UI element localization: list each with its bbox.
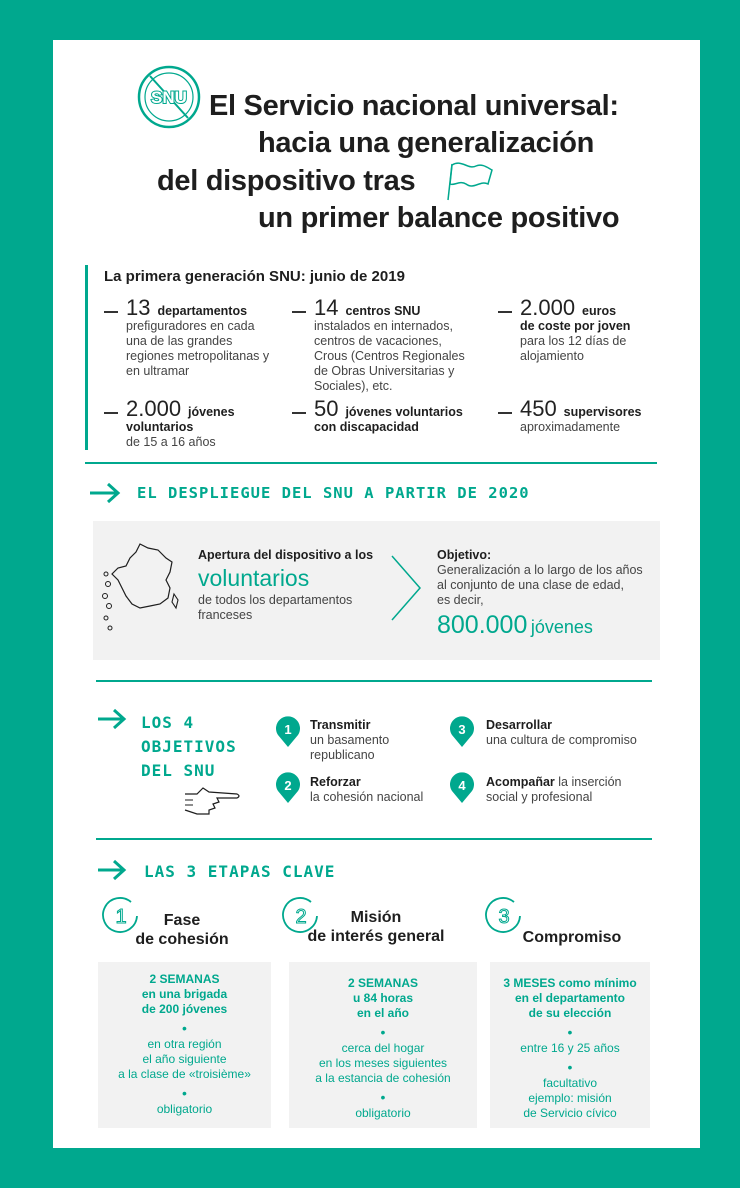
stat-disabled-volunteers: 50 jóvenes voluntarios con discapacidad bbox=[314, 398, 484, 435]
arrow-right-icon bbox=[88, 482, 122, 504]
stat-young-volunteers: 2.000 jóvenes voluntarios de 15 a 16 años bbox=[126, 398, 276, 450]
objective-1: Transmitir un basamento republicano bbox=[310, 718, 390, 762]
svg-text:3: 3 bbox=[498, 906, 510, 928]
objective-4: Acompañar la inserción social y profesional bbox=[486, 775, 622, 804]
france-map-icon bbox=[100, 538, 182, 638]
logo-text: SNU bbox=[151, 88, 187, 107]
svg-text:4: 4 bbox=[458, 778, 466, 793]
stage-1-title: Fase de cohesión bbox=[135, 912, 229, 948]
stage-3-title: Compromiso bbox=[522, 929, 622, 946]
deployment-right-text: Objetivo: Generalización a lo largo de los años al conjunto de una clase de edad, es decir, 800.000 jóvenes bbox=[437, 548, 643, 639]
svg-text:3: 3 bbox=[458, 722, 466, 737]
generation-heading: La primera generación SNU: junio de 2019 bbox=[104, 268, 405, 285]
flag-icon bbox=[440, 160, 496, 202]
pointing-hand-icon bbox=[183, 784, 243, 818]
objectives-heading-1: LOS 4 bbox=[141, 713, 195, 732]
objective-pin-3-icon bbox=[449, 716, 475, 748]
svg-text:1: 1 bbox=[115, 906, 127, 928]
objective-pin-1-icon bbox=[275, 716, 301, 748]
objectives-heading-3: DEL SNU bbox=[141, 761, 216, 780]
divider-1 bbox=[85, 462, 657, 464]
objectives-heading-2: OBJETIVOS bbox=[141, 737, 237, 756]
title-line-4: un primer balance positivo bbox=[258, 202, 620, 234]
objective-pin-4-icon bbox=[449, 772, 475, 804]
stage-2-title: Misión de interés general bbox=[307, 909, 445, 945]
objective-3: Desarrollar una cultura de compromiso bbox=[486, 718, 637, 747]
stage-2-box: 2 SEMANAS u 84 horas en el año • cerca del hogar en los meses siguientes a la estancia de cohesión • obligatorio bbox=[289, 962, 477, 1128]
chevron-right-icon bbox=[388, 552, 424, 624]
title-line-1: El Servicio nacional universal: bbox=[209, 90, 619, 122]
snu-logo-icon bbox=[136, 64, 202, 130]
objective-2: Reforzar la cohesión nacional bbox=[310, 775, 424, 804]
objective-pin-2-icon bbox=[275, 772, 301, 804]
divider-3 bbox=[96, 838, 652, 840]
stat-centers: 14 centros SNU instalados en internados, centros de vacaciones, Crous (Centros Regionales de Obras Universitarias y Sociales), etc. bbox=[314, 297, 474, 394]
svg-text:2: 2 bbox=[295, 906, 307, 928]
stage-1-box: 2 SEMANAS en una brigada de 200 jóvenes • en otra región el año siguiente a la clase de «troisième» • obligatorio bbox=[98, 962, 271, 1128]
divider-2 bbox=[96, 680, 652, 682]
svg-text:1: 1 bbox=[284, 722, 292, 737]
arrow-right-icon bbox=[96, 708, 128, 730]
stages-heading: LAS 3 ETAPAS CLAVE bbox=[144, 862, 336, 881]
title-line-3: del dispositivo tras bbox=[157, 165, 416, 197]
stat-supervisors: 450 supervisores aproximadamente bbox=[520, 398, 660, 435]
deployment-left-text: Apertura del dispositivo a los voluntarios de todos los departamentos franceses bbox=[198, 548, 374, 622]
deployment-heading: EL DESPLIEGUE DEL SNU A PARTIR DE 2020 bbox=[137, 484, 530, 502]
stage-3-box: 3 MESES como mínimo en el departamento de su elección • entre 16 y 25 años • facultativo ejemplo: misión de Servicio cívico bbox=[490, 962, 650, 1128]
arrow-right-icon bbox=[96, 859, 128, 881]
svg-text:2: 2 bbox=[284, 778, 292, 793]
title-line-2: hacia una generalización bbox=[258, 127, 595, 159]
section-bar bbox=[85, 265, 88, 450]
stat-cost: 2.000 euros de coste por joven para los 12 días de alojamiento bbox=[520, 297, 650, 364]
stat-departments: 13 departamentos prefiguradores en cada una de las grandes regiones metropolitanas y en ultramar bbox=[126, 297, 276, 379]
